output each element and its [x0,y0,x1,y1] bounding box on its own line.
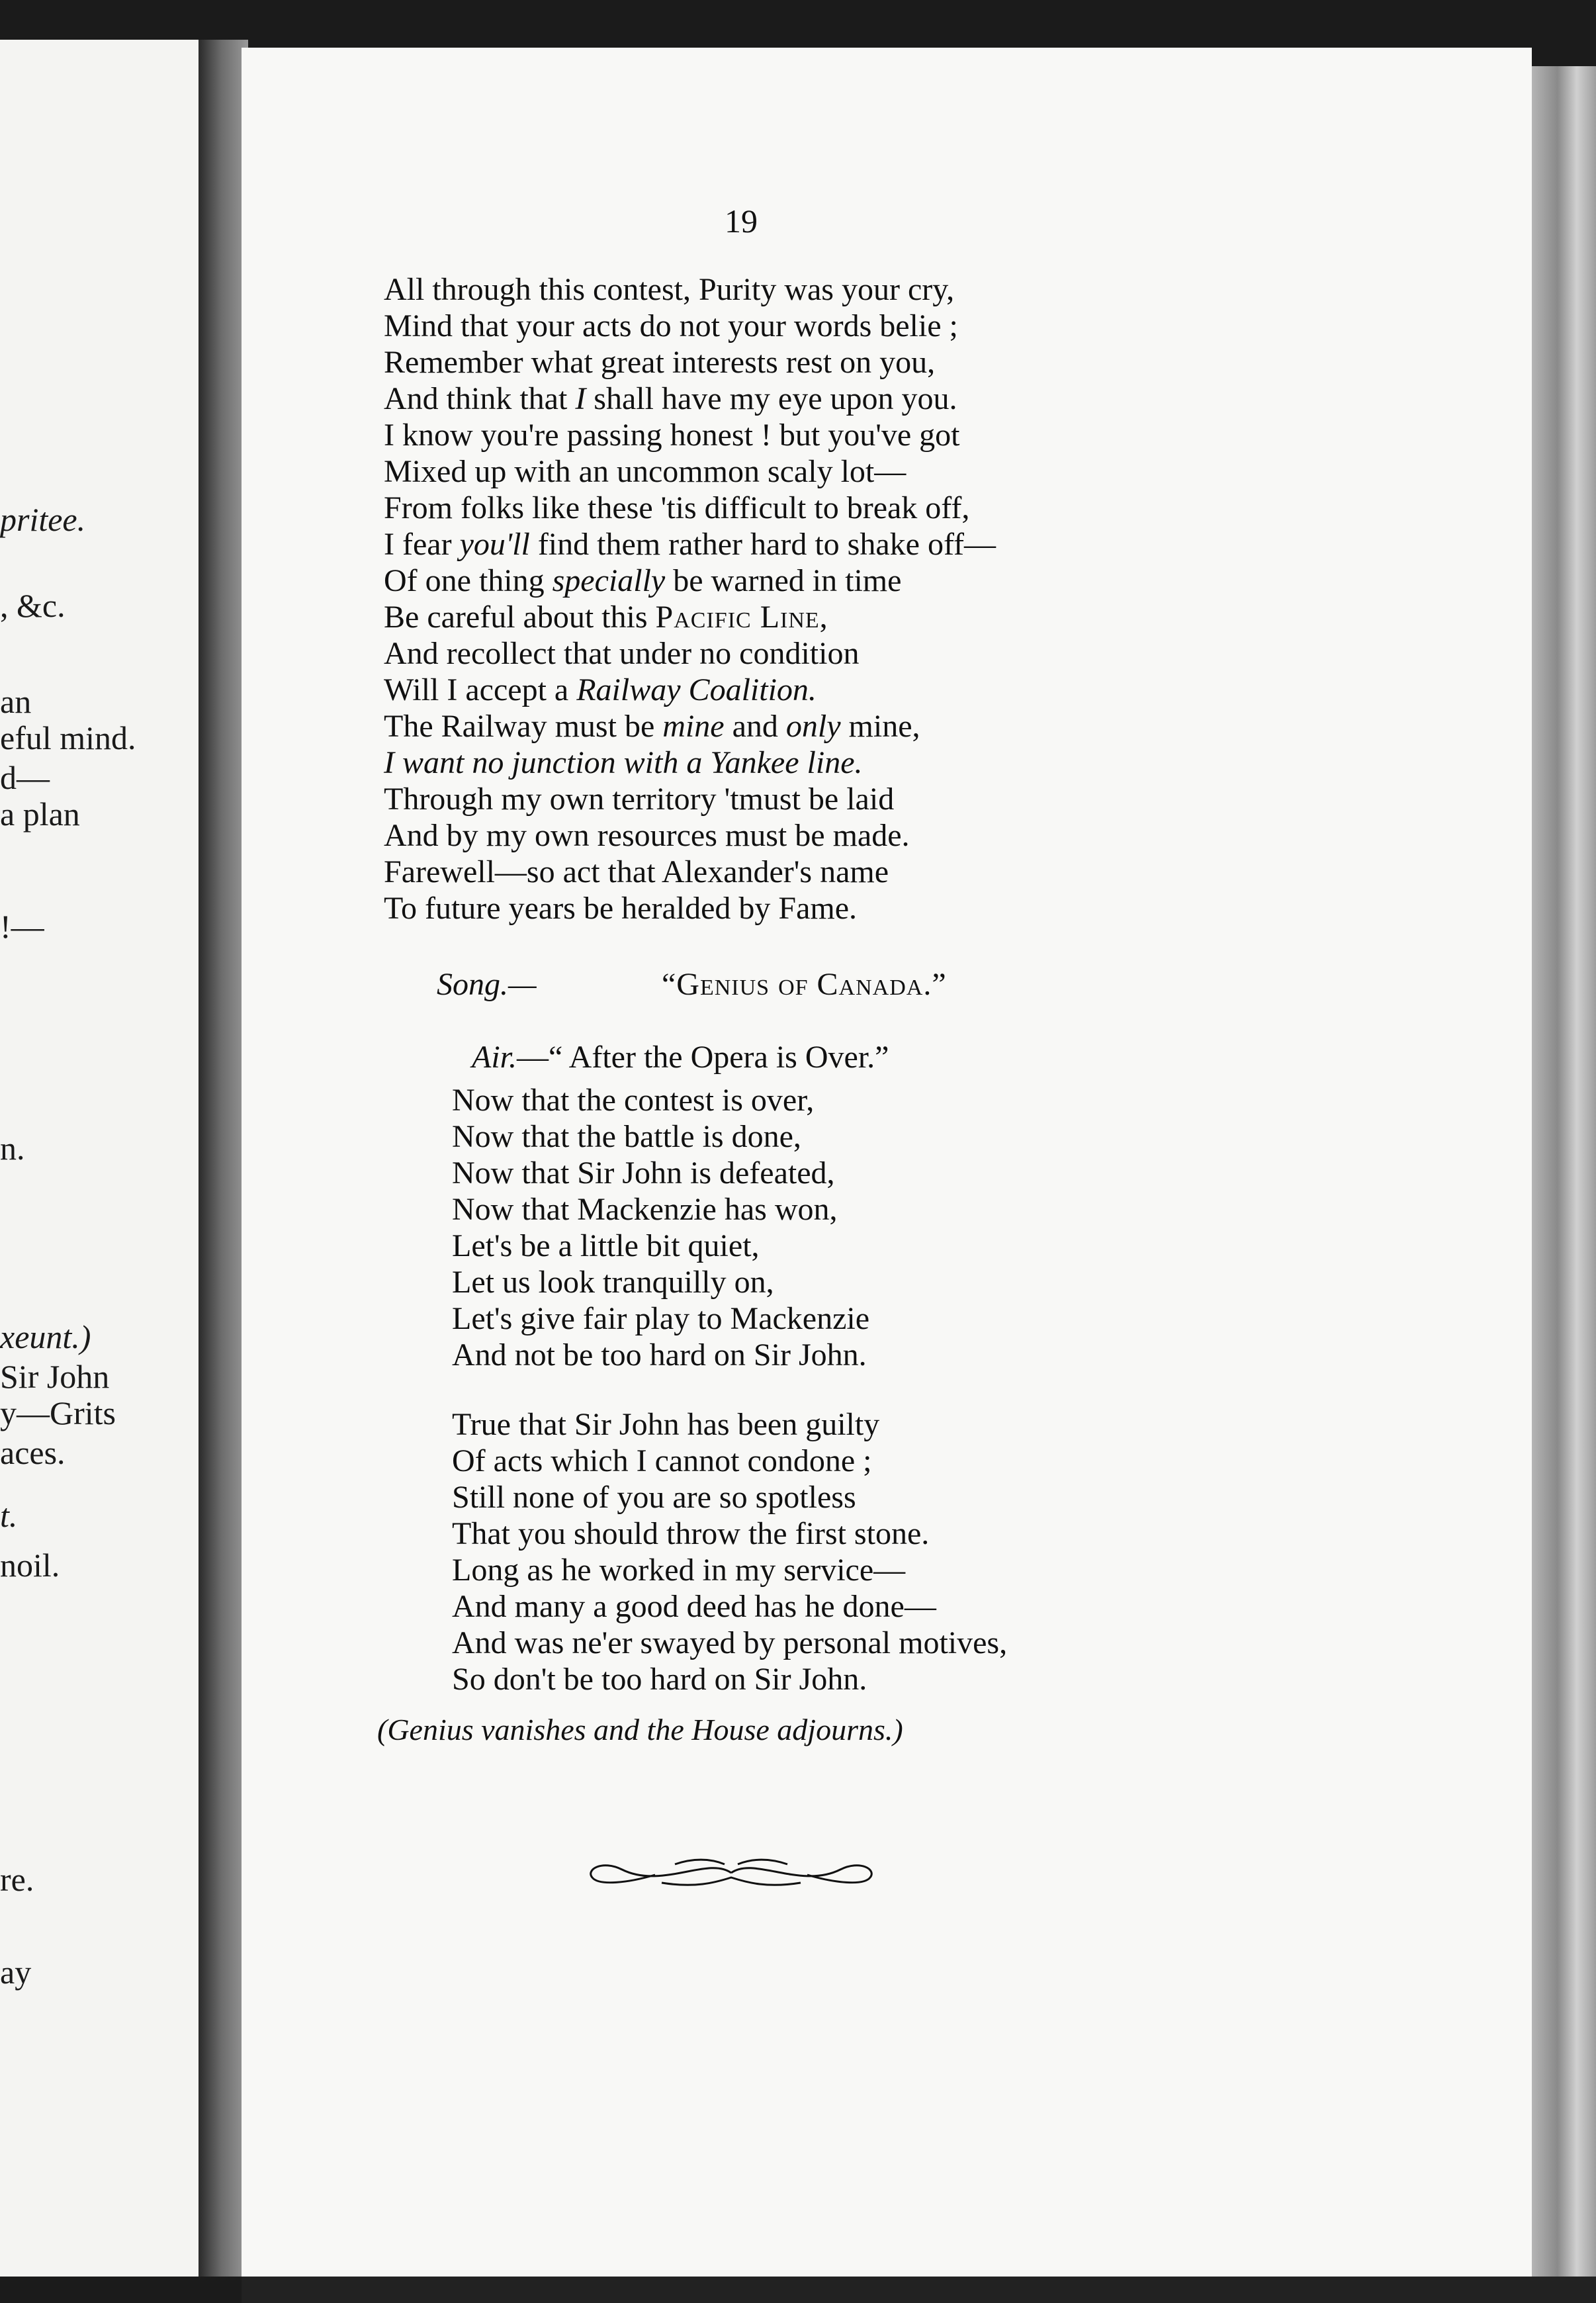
stanza-line: Now that the battle is done, [452,1119,801,1154]
verse-segment: And think that [384,381,576,416]
emphasis-text: specially [552,563,666,598]
emphasis-text: Railway Coalition. [576,672,817,707]
emphasis-text: you'll [459,527,530,562]
verse-line: From folks like these 'tis difficult to break off, [384,490,970,525]
left-page-text: pritee. [0,501,86,538]
verse-line: I know you're passing honest ! but you've got [384,418,960,453]
stanza-line: Let's be a little bit quiet, [452,1228,760,1263]
verse-line: Through my own territory 'tmust be laid [384,782,895,817]
verse-line: Mind that your acts do not your words belie ; [384,308,958,343]
emphasis-text: I [575,381,586,416]
left-page-text: y—Grits [0,1394,116,1431]
verse-segment: be warned in time [665,563,902,598]
verse-line: Farewell—so act that Alexander's name [384,854,889,889]
left-page-text: xeunt.) [0,1318,91,1355]
stanza-line: Now that the contest is over, [452,1083,815,1118]
page-number: 19 [725,203,758,240]
air-label: Air. [472,1040,517,1075]
left-page-text: re. [0,1861,34,1898]
verse-line [384,745,996,781]
emphasis-text: only [785,709,841,744]
left-page-text: aces. [0,1434,66,1471]
verse-segment: Of one thing [384,563,553,598]
stanza-line: And many a good deed has he done— [452,1589,936,1624]
stanza-line: True that Sir John has been guilty [452,1407,880,1442]
verse-segment: , [819,600,828,635]
stanza-line: Long as he worked in my service— [452,1553,906,1588]
verse-line [384,599,996,635]
air-tune: —“ After the Opera is Over.” [517,1040,889,1075]
verse-line [384,563,996,599]
left-page-text: n. [0,1130,25,1167]
left-page-text: , &c. [0,587,66,624]
stanza-line: Now that Sir John is defeated, [452,1155,835,1191]
left-page-text: Sir John [0,1358,110,1395]
verse-segment: mine, [840,709,920,744]
left-page-text: !— [0,908,44,945]
song-title: “Genius of Canada.” [662,967,947,1002]
gutter-shadow [199,40,248,2277]
verse-segment: Will I accept a [384,672,577,707]
stanza-line: That you should throw the first stone. [452,1516,930,1551]
stage-direction: (Genius vanishes and the House adjourns.) [377,1713,903,1746]
verse-line [384,672,996,708]
verse-line [384,526,996,563]
stanza-line: Still none of you are so spotless [452,1480,856,1515]
left-page-text: ay [0,1954,32,1991]
verse-line: Mixed up with an uncommon scaly lot— [384,454,907,489]
verse-line: All through this contest, Purity was your cry, [384,272,955,307]
left-page-text: d— [0,759,50,796]
page-edge [1532,66,1596,2277]
verse-segment: Be careful about this [384,600,656,635]
stanza-2 [452,1406,1007,1697]
verse-segment: and [724,709,786,744]
verse-line [384,381,996,417]
left-page-text: t. [0,1497,18,1534]
verse-block [384,271,996,926]
stanza-line: Of acts which I cannot condone ; [452,1443,872,1478]
left-page-text: an [0,683,32,720]
verse-segment: I fear [384,527,460,562]
left-page-fragment [0,40,199,2277]
stanza-line: And was ne'er swayed by personal motives, [452,1625,1008,1660]
emphasis-text: mine [662,709,725,744]
emphasis-text: I want no junction with a Yankee line. [384,745,863,780]
left-page-text: a plan [0,795,80,833]
air-line [472,1039,889,1075]
stanza-line: Let's give fair play to Mackenzie [452,1301,870,1336]
left-page-text: noil. [0,1547,60,1584]
verse-segment: find them rather hard to shake off— [529,527,997,562]
song-heading [437,966,1032,1003]
stanza-1 [452,1082,869,1373]
stanza-line: Now that Mackenzie has won, [452,1192,838,1227]
song-label: Song.— [437,967,537,1002]
verse-line: Remember what great interests rest on you, [384,345,936,380]
flourish-ornament-icon [582,1850,880,1896]
verse-line: And by my own resources must be made. [384,818,910,853]
small-caps-text: Pacific Line [655,600,820,635]
stanza-line: And not be too hard on Sir John. [452,1337,867,1373]
verse-line [384,708,996,745]
left-page-text: eful mind. [0,719,136,756]
verse-line: To future years be heralded by Fame. [384,891,858,926]
verse-line: And recollect that under no condition [384,636,860,671]
bottom-shadow [242,2277,1596,2303]
stanza-line: Let us look tranquilly on, [452,1265,774,1300]
verse-segment: The Railway must be [384,709,663,744]
verse-segment: shall have my eye upon you. [586,381,957,416]
stanza-line: So don't be too hard on Sir John. [452,1662,867,1697]
